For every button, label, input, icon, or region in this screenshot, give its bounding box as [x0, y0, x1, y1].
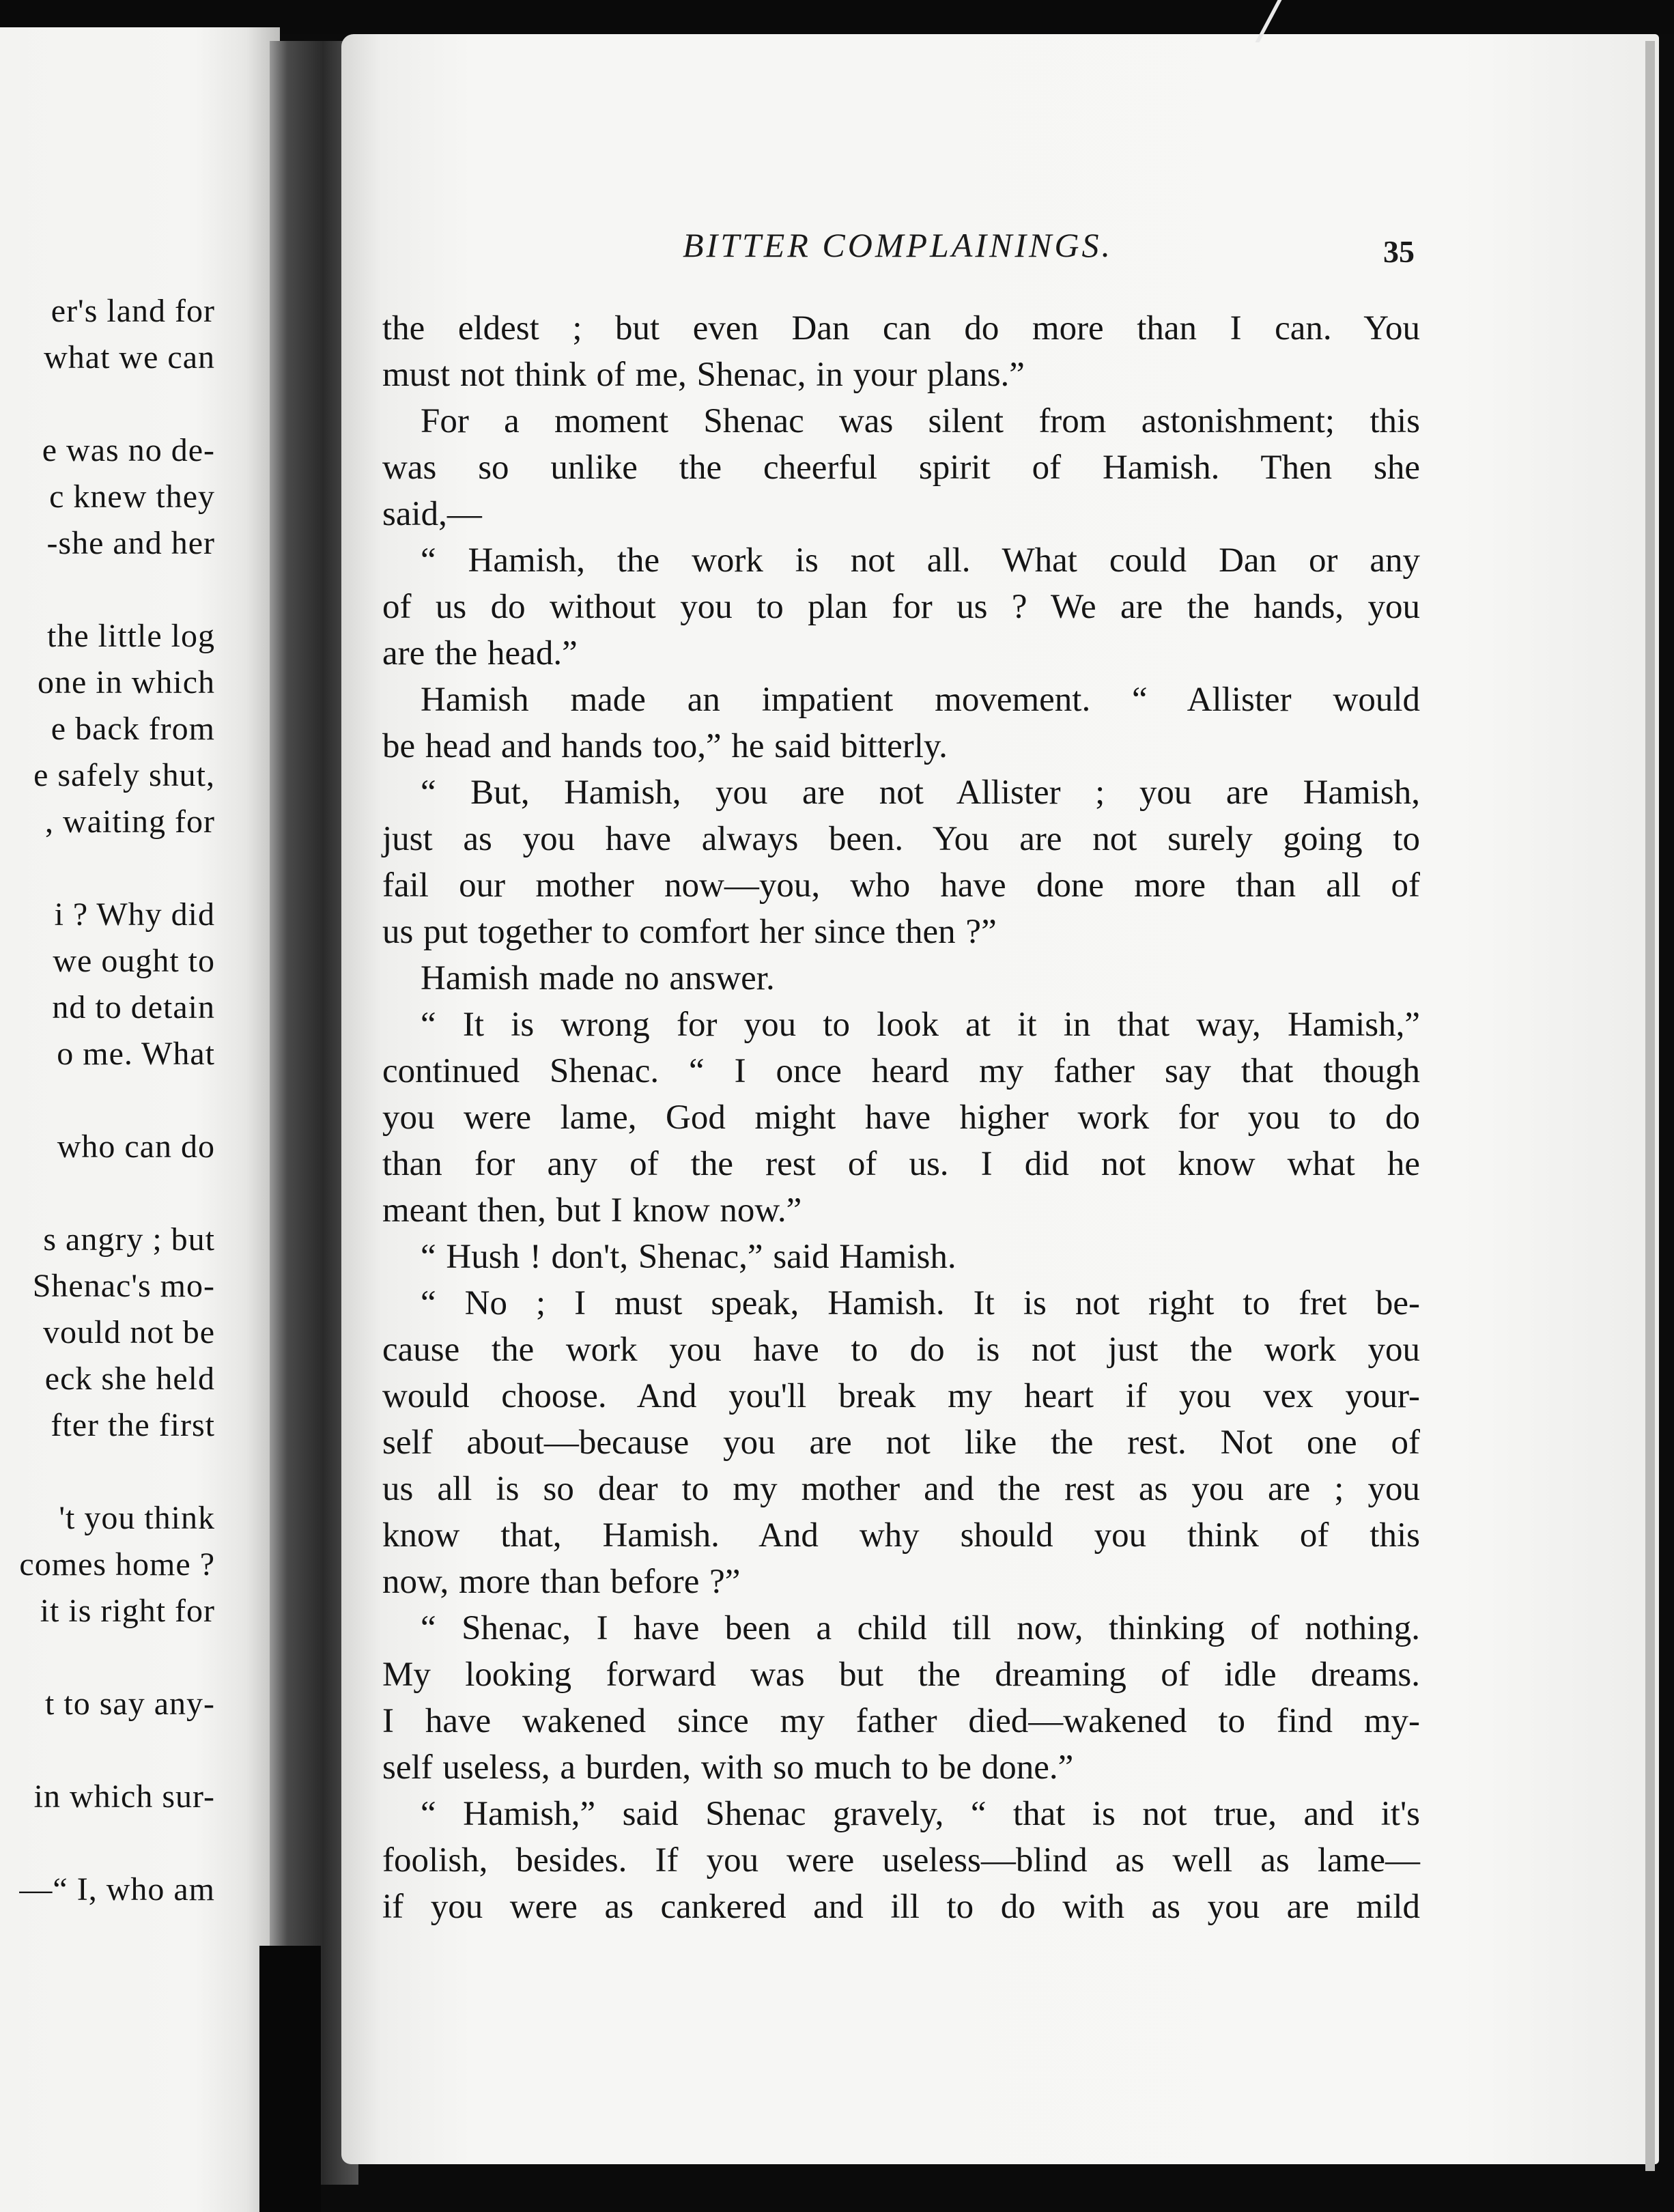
- left-line: , waiting for: [45, 804, 215, 840]
- left-line: one in which: [38, 664, 215, 700]
- left-line: i ? Why did: [54, 896, 215, 933]
- text-line: Hamish made an impatient movement. “ Allister would: [421, 681, 1420, 719]
- text-line: was so unlike the cheerful spirit of Hamish. Then she: [382, 449, 1420, 487]
- left-line: Shenac's mo-: [32, 1268, 215, 1304]
- text-line: My looking forward was but the dreaming of idle dreams.: [382, 1656, 1420, 1694]
- text-line: just as you have always been. You are not surely going to: [382, 820, 1420, 858]
- left-line: nd to detain: [52, 989, 215, 1025]
- left-line: er's land for: [51, 293, 215, 329]
- left-line: e back from: [51, 711, 215, 747]
- left-line: in which sur-: [33, 1778, 215, 1815]
- running-head: BITTER COMPLAININGS.: [683, 226, 1113, 264]
- left-line: we ought to: [53, 943, 215, 979]
- text-line: continued Shenac. “ I once heard my father say that though: [382, 1052, 1420, 1090]
- left-line: e safely shut,: [33, 757, 215, 793]
- left-line: t to say any-: [45, 1686, 215, 1722]
- left-line: the little log: [47, 618, 215, 654]
- text-line: meant then, but I know now.”: [382, 1191, 802, 1230]
- left-line: it is right for: [40, 1593, 215, 1629]
- left-line: 't you think: [59, 1500, 215, 1536]
- text-line: “ But, Hamish, you are not Allister ; you are Hamish,: [421, 774, 1420, 812]
- left-line: c knew they: [49, 479, 215, 515]
- text-line: you were lame, God might have higher work for you to do: [382, 1098, 1420, 1137]
- text-line: the eldest ; but even Dan can do more than I can. You: [382, 309, 1420, 348]
- gutter-shadow: [259, 1946, 321, 2212]
- text-line: than for any of the rest of us. I did not know what he: [382, 1145, 1420, 1183]
- left-line: what we can: [44, 339, 215, 375]
- text-line: are the head.”: [382, 634, 578, 672]
- page-number: 35: [1383, 234, 1415, 269]
- text-line: “ Hamish, the work is not all. What could Dan or any: [421, 541, 1420, 580]
- text-line: us put together to comfort her since then ?”: [382, 913, 997, 951]
- text-line: “ It is wrong for you to look at it in that way, Hamish,”: [421, 1006, 1420, 1044]
- left-line: eck she held: [44, 1361, 215, 1397]
- text-line: would choose. And you'll break my heart if you vex your-: [382, 1377, 1420, 1415]
- text-line: “ Shenac, I have been a child till now, thinking of nothing.: [421, 1609, 1420, 1647]
- text-line: “ Hamish,” said Shenac gravely, “ that is not true, and it's: [421, 1795, 1420, 1833]
- text-line: “ Hush ! don't, Shenac,” said Hamish.: [421, 1238, 956, 1276]
- left-line: vould not be: [43, 1314, 215, 1350]
- left-line: s angry ; but: [43, 1221, 215, 1258]
- text-line: self about—because you are not like the rest. Not one of: [382, 1423, 1420, 1462]
- left-line: who can do: [57, 1129, 215, 1165]
- left-line: o me. What: [57, 1036, 215, 1072]
- text-line: self useless, a burden, with so much to be done.”: [382, 1748, 1074, 1787]
- text-line: said,—: [382, 495, 482, 533]
- page-edge: [1645, 41, 1655, 2171]
- text-line: be head and hands too,” he said bitterly.: [382, 727, 948, 765]
- text-line: cause the work you have to do is not just the work you: [382, 1331, 1420, 1369]
- facing-page-left: [0, 27, 280, 2212]
- text-line: know that, Hamish. And why should you think of this: [382, 1516, 1420, 1555]
- text-line: Hamish made no answer.: [421, 959, 775, 997]
- text-line: if you were as cankered and ill to do with as you are mild: [382, 1888, 1420, 1926]
- text-line: fail our mother now—you, who have done more than all of: [382, 866, 1420, 905]
- left-line: —“ I, who am: [19, 1871, 215, 1908]
- text-line: I have wakened since my father died—wakened to find my-: [382, 1702, 1420, 1740]
- text-line: “ No ; I must speak, Hamish. It is not right to fret be-: [421, 1284, 1420, 1322]
- left-line: e was no de-: [42, 432, 215, 468]
- left-line: -she and her: [46, 525, 215, 561]
- text-line: us all is so dear to my mother and the rest as you are ; you: [382, 1470, 1420, 1508]
- text-line: foolish, besides. If you were useless—blind as well as lame—: [382, 1841, 1420, 1880]
- text-line: of us do without you to plan for us ? We are the hands, you: [382, 588, 1420, 626]
- text-line: must not think of me, Shenac, in your plans.”: [382, 356, 1025, 394]
- left-line: fter the first: [51, 1407, 215, 1443]
- left-line: comes home ?: [19, 1546, 215, 1583]
- text-line: For a moment Shenac was silent from astonishment; this: [421, 402, 1420, 440]
- text-line: now, more than before ?”: [382, 1563, 741, 1601]
